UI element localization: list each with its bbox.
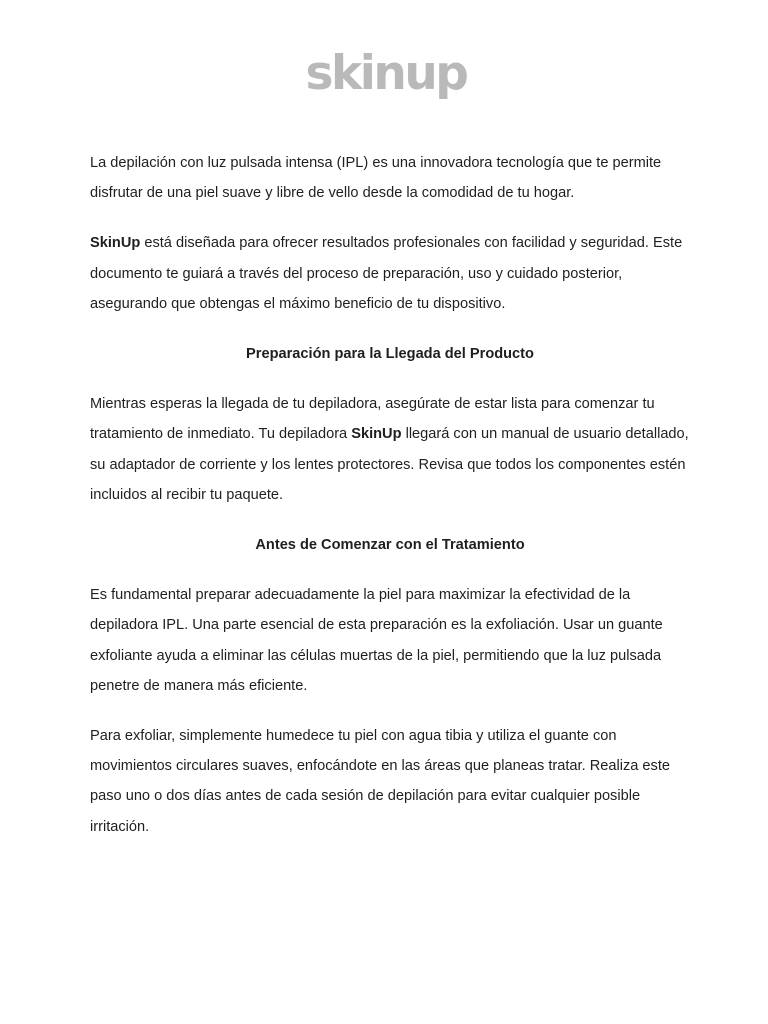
skinup-logo: skinup	[305, 46, 467, 101]
document-body	[90, 148, 690, 862]
logo-container	[0, 38, 768, 110]
exfoliation-paragraph: Es fundamental preparar adecuadamente la piel para maximizar la efectividad de la depiladora IPL. Una parte esencial de esta preparación es la exfoliación. Usar un guante exfoliante ayuda a eliminar las células muertas de la piel, permitiendo que la luz pulsada penetre de manera más eficiente.	[90, 587, 663, 694]
section-heading-preparation: Preparación para la Llegada del Producto	[246, 346, 534, 363]
exfoliation-steps-paragraph: Para exfoliar, simplemente humedece tu piel con agua tibia y utiliza el guante con movimientos circulares suaves, enfocándote en las áreas que planeas tratar. Realiza este paso uno o dos días antes de cada sesión de depilación para evitar cualquier posible irritación.	[90, 728, 671, 835]
about-text: está diseñada para ofrecer resultados profesionales con facilidad y seguridad. Este documento te guiará a través del proceso de preparación, uso y cuidado posterior, asegurando que obtengas el máximo beneficio de tu dispositivo.	[90, 235, 683, 312]
brand-name: SkinUp	[351, 426, 402, 443]
preparation-text-start: Mientras esperas la llegada de tu depiladora, asegúrate de estar lista para comenzar tu tratamiento de inmediato. Tu depiladora	[90, 396, 655, 443]
preparation-text-end: llegará con un manual de usuario detallado, su adaptador de corriente y los lentes protectores. Revisa que todos los componentes estén incluidos al recibir tu paquete.	[90, 426, 689, 503]
intro-paragraph: La depilación con luz pulsada intensa (IPL) es una innovadora tecnología que te permite disfrutar de una piel suave y libre de vello desde la comodidad de tu hogar.	[90, 155, 662, 202]
brand-name: SkinUp	[90, 235, 141, 252]
about-paragraph	[90, 228, 690, 319]
preparation-paragraph	[90, 389, 690, 510]
section-heading-before-treatment: Antes de Comenzar con el Tratamiento	[255, 537, 525, 554]
